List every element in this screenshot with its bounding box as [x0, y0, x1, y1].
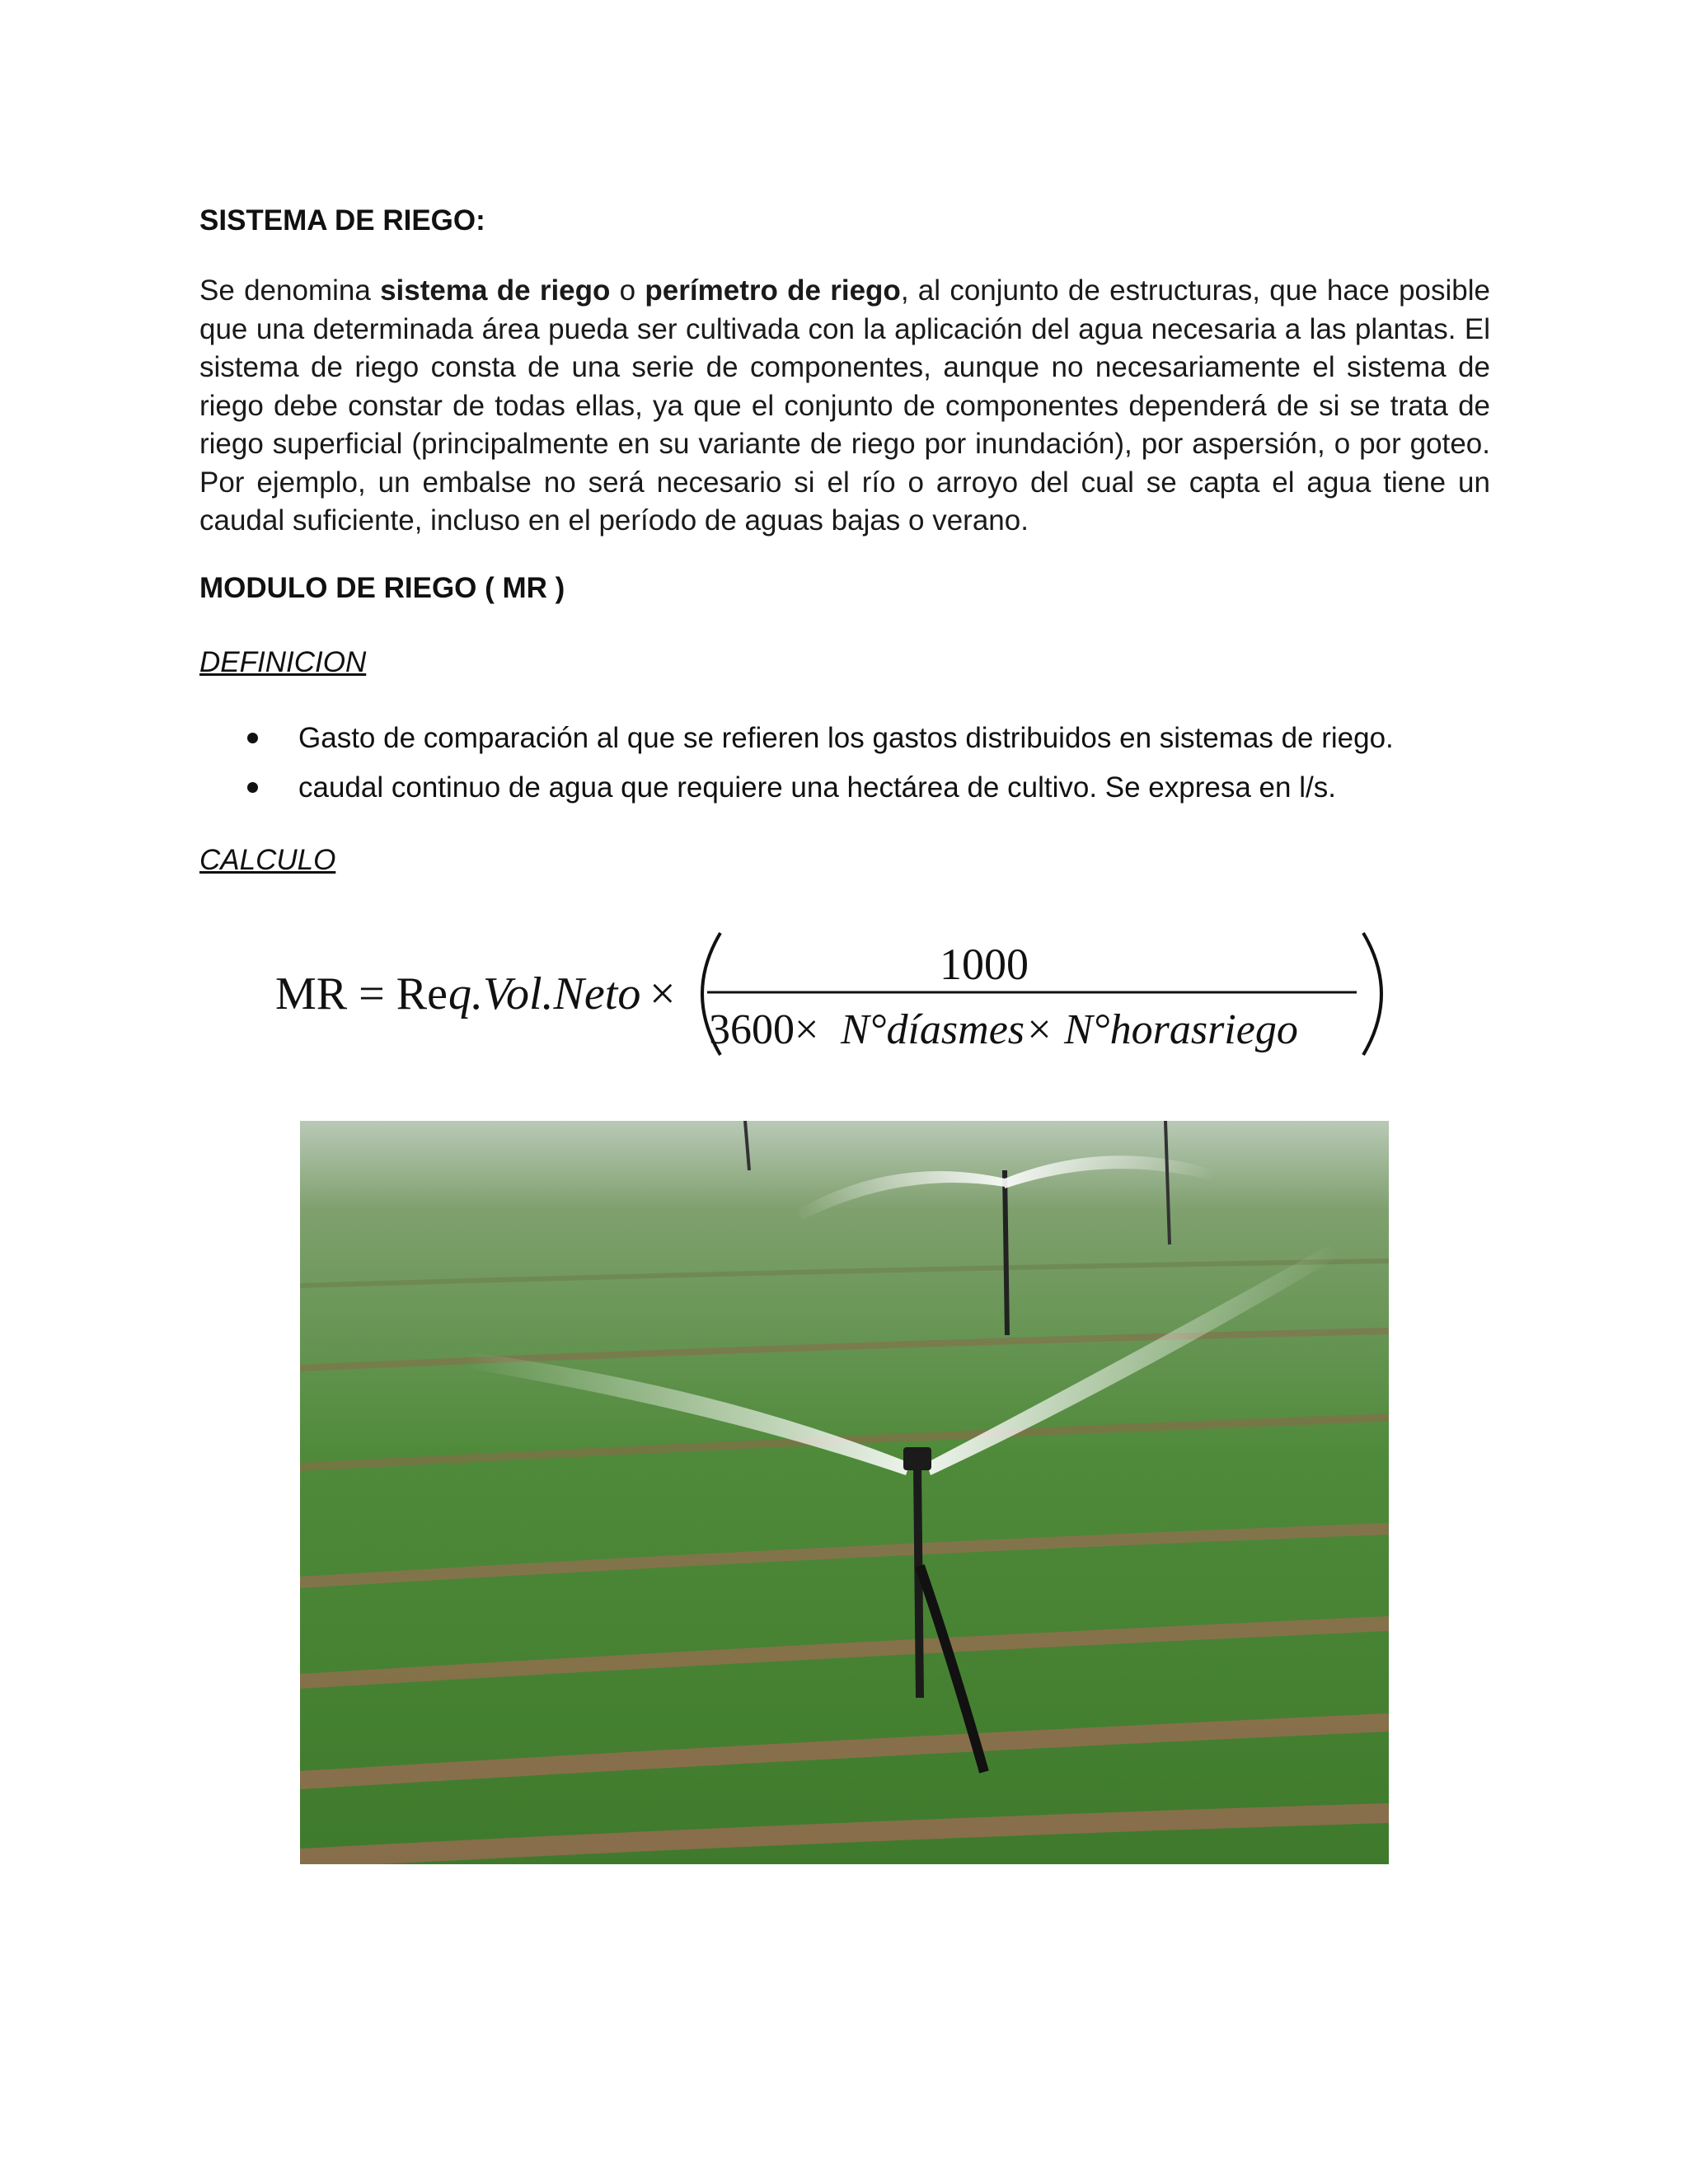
list-item-text: caudal continuo de agua que requiere una hectárea de cultivo. Se expresa en l/s. [298, 771, 1336, 804]
formula-lhs: MR = Re [275, 968, 448, 1019]
subheading-definicion: DEFINICION [199, 646, 367, 678]
bullet-icon [247, 733, 258, 743]
formula-term: q.Vol.Neto [448, 968, 641, 1019]
formula-den-number: 3600× [709, 1006, 819, 1053]
bullet-icon [247, 782, 258, 793]
sprinkler-field-photo [300, 1121, 1389, 1864]
list-item-text: Gasto de comparación al que se refieren los gastos distribuidos en sistemas de riego. [298, 722, 1394, 754]
intro-paragraph [199, 272, 1490, 541]
list-item [199, 719, 1518, 768]
section-heading: SISTEMA DE RIEGO: [199, 204, 485, 237]
definition-list [199, 719, 1518, 818]
para-bold-term: perímetro de riego [645, 274, 901, 307]
formula-mr [275, 920, 1396, 1058]
formula-den-vars: N°díasmes× N°horasriego [841, 1006, 1298, 1053]
para-bold-term: sistema de riego [380, 274, 611, 307]
para-text: o [610, 274, 645, 307]
formula-numerator: 1000 [940, 940, 1029, 989]
para-text: Se denomina [199, 274, 381, 307]
right-paren [1363, 933, 1381, 1055]
formula-times: × [649, 968, 676, 1019]
list-item [199, 768, 1518, 818]
para-text: , al conjunto de estructuras, que hace posible que una determinada área pueda ser cultivada con la aplicación del agua necesaria a las plantas. El sistema de riego consta de una serie de componentes, aunque no necesariamente el sistema de riego debe constar de todas ellas, ya que el conjunto de componentes dependerá de si se trata de riego superficial (principalmente en su variante de riego por inundación), por aspersión, o por goteo. Por ejemplo, un embalse no será necesario si el río o arroyo del cual se capta el agua tiene un caudal suficiente, incluso en el período de aguas bajas o verano. [199, 274, 1490, 537]
subheading-calculo: CALCULO [199, 844, 336, 876]
section-heading: MODULO DE RIEGO ( MR ) [199, 572, 565, 604]
